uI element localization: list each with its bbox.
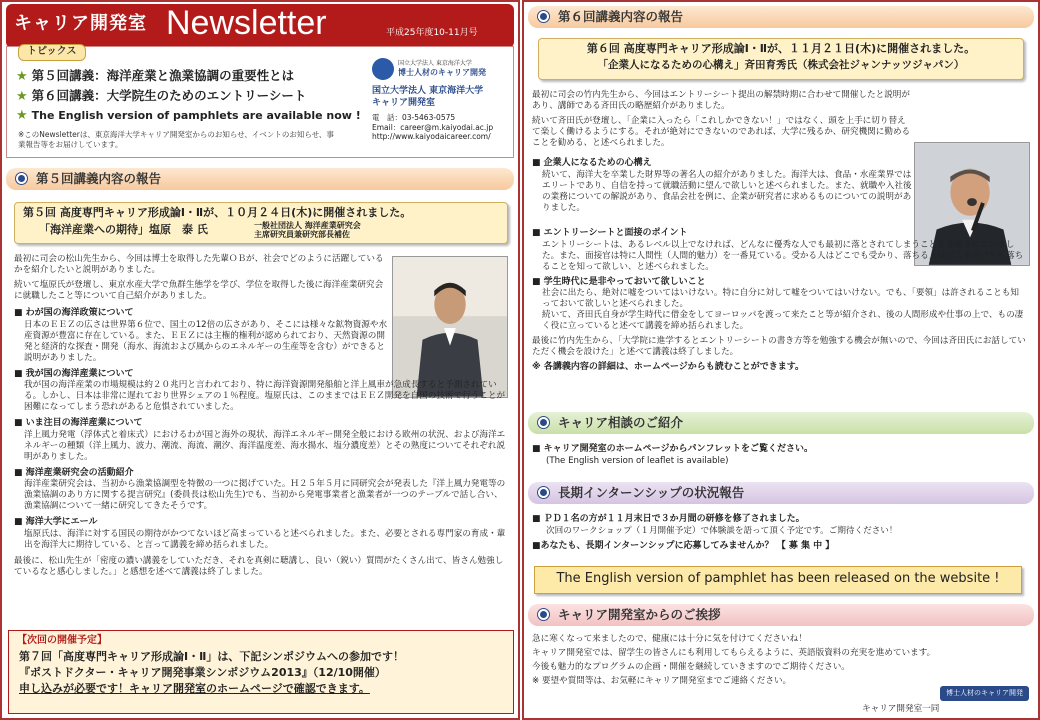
- section6-p3: 社会に出たら、絶対に嘘をついてはいけない。特に自分に対して嘘をついてはいけない。でも、「要領」は許されることも知っておいて欲しいと述べられました。: [542, 288, 1019, 310]
- section5-lecture-org: 一般社団法人 海洋産業研究会 主席研究員兼研究部長補佐: [254, 221, 361, 239]
- section5-body: [14, 306, 508, 578]
- section5-h1: ■ わが国の海洋政策について: [14, 308, 134, 318]
- section6-p2: エントリーシートは、あるレベル以上でなければ、どんなに優秀な人でも最初に落とされてしまうことを強調されていました。また、面接官は特に人間性（人間的魅力）を一番見ている。受かる人はどこでも受かり、落ちる人はどこを受けても落ちることを知って欲しい、と述べられました。: [542, 239, 1024, 272]
- section6-intro: 最初に司会の竹内先生から、今回はエントリーシート提出の解禁時期に合わせて開催したと説明があり、講師である斉田氏の略歴紹介がありました。: [532, 90, 910, 111]
- contact-tel: 電 話：03-5463-0575: [372, 113, 456, 123]
- intern-line2: 次回のワークショップ（１月開催予定）で体験談を語って頂く予定です。ご期待ください！: [546, 525, 898, 536]
- consult-heading: キャリア相談のご紹介: [528, 412, 1034, 434]
- section6-intro2: 続いて斉田氏が登壇し、「企業に入ったら「これしかできない！」ではなく、頭を上手に切り替えて楽しく働けるようにする。それが絶対にできないのであれば、大学に残るか、研究機関に勤めることを勧める、と述べられました。: [532, 116, 911, 148]
- section5-p5: 塩原氏は、海洋に対する国民の期待がかつてないほど高まっていると述べられました。また、必要とされる専門家の育成・輩出を海洋大に期待している、と言って講義を締め括られました。: [24, 528, 506, 550]
- intern-heading: 長期インターンシップの状況報告: [528, 482, 1034, 504]
- issue-date: 平成25年度10-11月号: [386, 28, 478, 38]
- section6-heading: 第６回講義内容の報告: [528, 6, 1034, 28]
- section6-lecture-box: [538, 38, 1024, 80]
- section5-h5: ■ 海洋大学にエール: [14, 517, 98, 528]
- section5-heading: 第５回講義内容の報告: [6, 168, 514, 190]
- masthead-title-jp: キャリア開発室: [14, 13, 147, 34]
- star-icon: ★: [16, 69, 28, 84]
- consult-body: [532, 442, 1026, 467]
- section5-h3: ■ いま注目の海洋産業について: [14, 418, 143, 429]
- bullet-icon: [16, 173, 27, 184]
- next-event-label: 【次回の開催予定】: [17, 635, 107, 646]
- greeting-p1: 急に寒くなって来ましたので、健康には十分に気を付けてくださいね！: [532, 634, 807, 644]
- section6-lecture-sub: 「企業人になるための心構え」斉田育秀氏（株式会社ジャンナッツジャパン）: [597, 59, 965, 72]
- section6-body2: [532, 226, 1026, 374]
- section6-note[interactable]: ※ 各講義内容の詳細は、ホームページからも読むことができます。: [532, 362, 804, 373]
- section5-h2: ■ 我が国の海洋産業について: [14, 368, 134, 379]
- section5-p2: 我が国の海洋産業の市場規模は約２０兆円と言われており、特に海洋資源開発船舶と洋上風車が急成長すると予測されている。しかし、日本は非常に遅れており世界シェアの１％程度。塩原氏は、このままではＥＥＺ開発を自国の技術で行うことが困難になってしまう恐れがあると危惧されていました。: [24, 380, 506, 413]
- section6-h3: ■ 学生時代に是非やっておいて欲しいこと: [532, 276, 706, 287]
- next-event-line3[interactable]: 申し込みが必要です！キャリア開発室のホームページで確認できます。: [19, 681, 370, 695]
- section6-p3b: 続いて、斉田氏自身が学生時代に借金をしてヨーロッパを渡って来たこと等が紹介され、後の人間形成や仕事の上で、もの凄く役に立っていると述べて講義を締め括られました。: [542, 310, 1024, 332]
- topic-item[interactable]: ★ The English version of pamphlets are available now !: [16, 108, 361, 123]
- greeting-heading: キャリア開発室からのご挨拶: [528, 604, 1034, 626]
- bullet-icon: [538, 487, 549, 498]
- section6-p1: 続いて、海洋大を卒業した財界等の著名人の紹介がありました。海洋大は、食品・水産業界ではエリートであり、自信を持って就職活動に望んで欲しいと述べられました。また、就職や入社後の業務についての解説があり、食品会社を例に、企業が研究者に求めるものについての説明がありました。: [542, 169, 912, 213]
- bullet-icon: [538, 417, 549, 428]
- topic-item[interactable]: ★ 第６回講義：大学院生のためのエントリーシート: [16, 88, 307, 104]
- section5-lecture-title: 第５回 高度専門キャリア形成論Ⅰ・Ⅱが、１０月２４日(木)に開催されました。: [23, 206, 412, 219]
- logo-org: 国立大学法人 東京海洋大学 キャリア開発室: [372, 86, 484, 108]
- topics-note: ※このNewsletterは、東京海洋大学キャリア開発室からのお知らせ、イベントのお知らせ、事業報告等をお届けしています。: [18, 130, 334, 149]
- university-logo-icon: [372, 58, 394, 80]
- contact-url[interactable]: http://www.kaiyodaicareer.com/: [372, 132, 491, 142]
- greeting-p4: ※ 要望や質問等は、お気軽にキャリア開発室までご連絡ください。: [532, 676, 792, 686]
- logo-small: 国立大学法人 東京海洋大学: [398, 60, 472, 68]
- section5-intro: 最初に司会の松山先生から、今回は博士を取得した先輩ＯＢが、社会でどのように活躍しているかを紹介したいと説明がありました。: [14, 254, 384, 275]
- greeting-p3: 今後も魅力的なプログラムの企画・開催を継続していきますのでご期待ください。: [532, 662, 850, 672]
- consult-line1[interactable]: ■ キャリア開発室のホームページからパンフレットをご覧ください。: [532, 444, 814, 454]
- greeting-signature: キャリア開発室一同: [862, 704, 940, 714]
- masthead-title-en: Newsletter: [166, 4, 327, 42]
- section6-h2: ■ エントリーシートと面接のポイント: [532, 228, 688, 238]
- topic-item[interactable]: ★ 第５回講義：海洋産業と漁業協調の重要性とは: [16, 68, 295, 84]
- intern-body: [532, 512, 1026, 552]
- intern-line3[interactable]: ■あなたも、長期インターンシップに応募してみませんか？ 【 募 集 中 】: [532, 540, 835, 551]
- star-icon: ★: [16, 108, 28, 123]
- footer-badge: 博士人材のキャリア開発: [940, 686, 1029, 701]
- section5-p4: 海洋産業研究会は、当初から漁業協調型を特徴の一つに掲げていた。Ｈ２５年５月に同研究会が発表した『洋上風力発電等の漁業協調のあり方に関する提言研究』(委員長は松山先生)でも、当初から発電事業者と漁業者が一つのテーブルで話し合い、漁業協調について一緒に研究してきたそうです。: [24, 479, 506, 512]
- section6-h1: ■ 企業人になるための心構え: [532, 158, 652, 168]
- intern-line1: ■ ＰＤ１名の方が１１月末日で３か月間の研修を修了されました。: [532, 514, 805, 524]
- bullet-icon: [538, 11, 549, 22]
- topics-tag: トピックス: [18, 44, 86, 61]
- next-event-box: [8, 630, 514, 714]
- section6-closing: 最後に竹内先生から、「大学院に進学するとエントリーシートの書き方等を勉強する機会が無いので、今回は斉田氏にお話していただく機会を設けた」と述べて講義は終了しました。: [532, 336, 1026, 358]
- english-pamphlet-banner[interactable]: The English version of pamphlet has been released on the website !: [534, 566, 1022, 594]
- section5-p1: 日本のＥＥＺの広さは世界第６位で、国土の12倍の広さがあり、そこには様々な鉱物資源や水産資源が豊富に存在している。また、ＥＥＺには主権的権利が認められており、天然資源の開発と経済的な探査・開発（海水、海流および風からのエネルギーの生産等を含む）ができると説明がありました。: [24, 319, 388, 363]
- consult-line2: (The English version of leaflet is available): [546, 455, 729, 466]
- greeting-body: [532, 634, 1026, 687]
- logo-main: 博士人材のキャリア開発: [398, 67, 486, 77]
- section5-p3: 洋上風力発電（浮体式と着床式）におけるわが国と海外の現状、海洋エネルギー開発全般における欧州の状況、および海洋エネルギーの種類（洋上風力、波力、潮流、海流、潮汐、海洋温度差、海水揚水、塩分濃度差）とその熟度についてそれぞれ説明がありました。: [24, 429, 506, 462]
- section5-h4: ■ 海洋産業研究会の活動紹介: [14, 467, 134, 478]
- star-icon: ★: [16, 89, 28, 104]
- section5-lecture-sub: 「海洋産業への期待」塩原 泰 氏: [39, 223, 208, 237]
- section6-body: [532, 156, 912, 214]
- section5-intro2: 続いて塩原氏が登壇し、東京水産大学で魚群生態学を学び、学位を取得した後に海洋産業研究会に就職したこと等について自己紹介がありました。: [14, 280, 384, 301]
- greeting-p2: キャリア開発室では、留学生の皆さんにも利用してもらえるように、英語版資料の充実を進めています。: [532, 648, 936, 658]
- next-event-line1: 第７回「高度専門キャリア形成論Ⅰ・Ⅱ」は、下記シンポジウムへの参加です！: [19, 649, 404, 663]
- section6-lecture-title: 第６回 高度専門キャリア形成論Ⅰ・Ⅱが、１１月２１日(木)に開催されました。: [586, 42, 976, 55]
- next-event-line2: 『ポストドクター・キャリア開発事業シンポジウム2013』（12/10開催）: [19, 665, 386, 679]
- section5-closing: 最後に、松山先生が「密度の濃い講義をしていただき、それを真剣に聴講し、良い（鋭い）質問がたくさん出て、皆さん勉強しているなと感心しました。」と感想を述べて講義は終了しました。: [14, 555, 504, 577]
- contact-email[interactable]: Email：career@m.kaiyodai.ac.jp: [372, 122, 494, 132]
- university-logo-area: [372, 58, 512, 142]
- bullet-icon: [538, 609, 549, 620]
